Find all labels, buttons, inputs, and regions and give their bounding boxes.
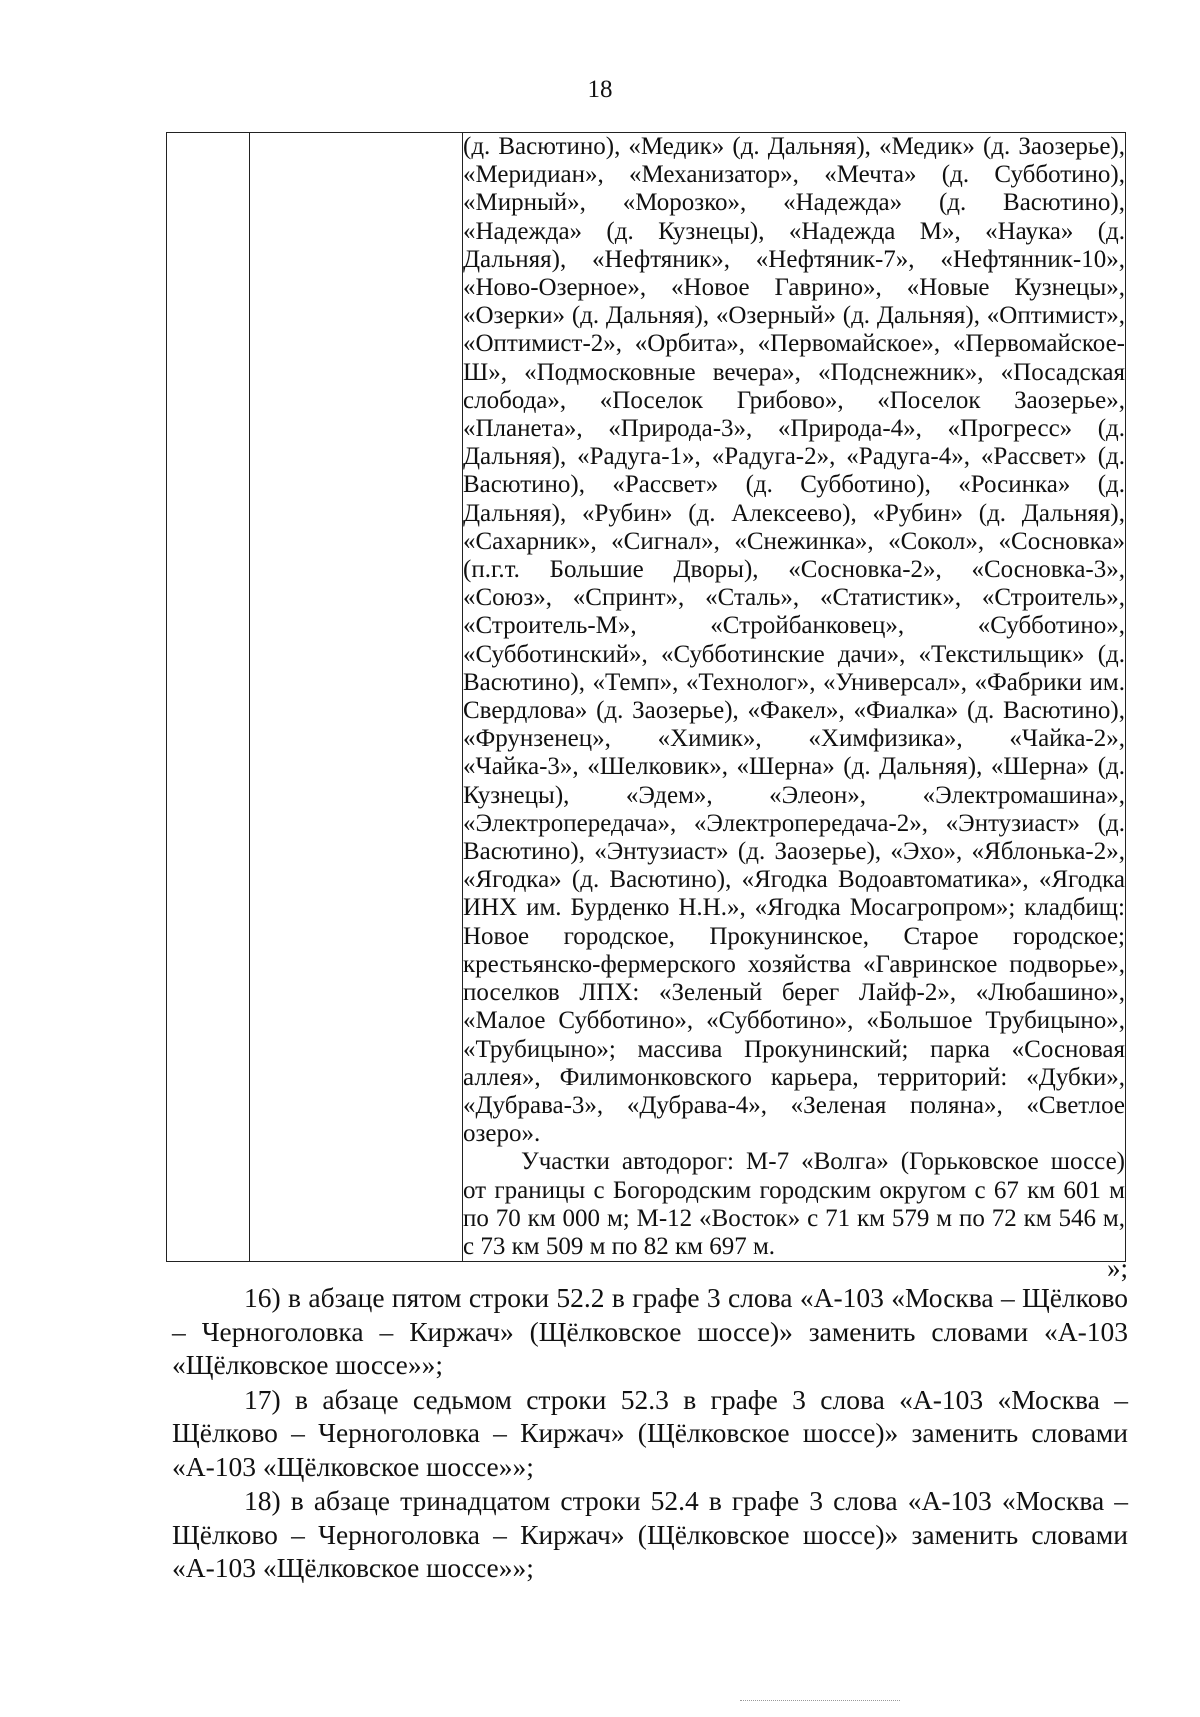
closing-quote: »; bbox=[1106, 1253, 1128, 1283]
continuation-table bbox=[166, 132, 1126, 1262]
table-cell-name bbox=[250, 133, 463, 1262]
amendment-item-16: 16) в абзаце пятом строки 52.2 в графе 3 слова «А-103 «Москва – Щёлково – Черноголовка – Киржач» (Щёлковское шоссе)» заменить словами «А-103 «Щёлковское шоссе»»; bbox=[172, 1282, 1128, 1380]
amendments-list bbox=[172, 1281, 1128, 1586]
cell-paragraph-objects: (д. Васютино), «Медик» (д. Дальняя), «Медик» (д. Заозерье), «Меридиан», «Механизатор», «Мечта» (д. Субботино), «Мирный», «Морозко», «Надежда» (д. Васютино), «Надежда» (д. Кузнецы), «Надежда М», «Наука» (д. Дальняя), «Нефтяник», «Нефтяник-7», «Нефтянник-10», «Ново-Озерное», «Новое Гаврино», «Новые Кузнецы», «Озерки» (д. Дальняя), «Озерный» (д. Дальняя), «Оптимист», «Оптимист-2», «Орбита», «Первомайское», «Первомайское-Ш», «Подмосковные вечера», «Подснежник», «Посадская слобода», «Поселок Грибово», «Поселок Заозерье», «Планета», «Природа-3», «Природа-4», «Прогресс» (д. Дальняя), «Радуга-1», «Радуга-2», «Радуга-4», «Рассвет» (д. Васютино), «Рассвет» (д. Субботино), «Росинка» (д. Дальняя), «Рубин» (д. Алексеево), «Рубин» (д. Дальняя), «Сахарник», «Сигнал», «Снежинка», «Сокол», «Сосновка» (п.г.т. Большие Дворы), «Сосновка-2», «Сосновка-3», «Союз», «Спринт», «Сталь», «Статистик», «Строитель», «Строитель-М», «Стройбанковец», «Субботино», «Субботинский», «Субботинские дачи», «Текстильщик» (д. Васютино), «Темп», «Технолог», «Универсал», «Фабрики им. Свердлова» (д. Заозерье), «Факел», «Фиалка» (д. Васютино), «Фрунзенец», «Химик», «Химфизика», «Чайка-2», «Чайка-3», «Шелковик», «Шерна» (д. Дальняя), «Шерна» (д. Кузнецы), «Эдем», «Элеон», «Электромашина», «Электропередача», «Электропередача-2», «Энтузиаст» (д. Васютино), «Энтузиаст» (д. Заозерье), «Эхо», «Яблонька-2», «Ягодка» (д. Васютино), «Ягодка Водоавтоматика», «Ягодка ИНХ им. Бурденко Н.Н.», «Ягодка Мосагропром»; кладбищ: Новое городское, Прокунинское, Старое городское; крестьянско-фермерского хозяйства «Гавринское подворье», поселков ЛПХ: «Зеленый берег Лайф-2», «Любашино», «Малое Субботино», «Субботино», «Большое Трубицыно», «Трубицыно»; массива Прокунинский; парка «Сосновая аллея», Филимонковского карьера, территорий: «Дубки», «Дубрава-3», «Дубрава-4», «Зеленая поляна», «Светлое озеро». bbox=[463, 133, 1125, 1148]
table-cell-number bbox=[167, 133, 250, 1262]
table-cell-description bbox=[463, 133, 1126, 1262]
amendment-item-17: 17) в абзаце седьмом строки 52.3 в графе 3 слова «А-103 «Москва – Щёлково – Черноголовка – Киржач» (Щёлковское шоссе)» заменить словами «А-103 «Щёлковское шоссе»»; bbox=[172, 1383, 1128, 1482]
scan-mark-divider bbox=[740, 1700, 900, 1701]
table-row bbox=[167, 133, 1126, 1262]
cell-paragraph-roads: Участки автодорог: М-7 «Волга» (Горьковское шоссе) от границы с Богородским городским округом с 67 км 601 м по 70 км 000 м; М-12 «Восток» с 71 км 579 м по 72 км 546 м, с 73 км 509 м по 82 км 697 м. bbox=[463, 1148, 1125, 1260]
amendment-item-18: 18) в абзаце тринадцатом строки 52.4 в графе 3 слова «А-103 «Москва – Щёлково – Черноголовка – Киржач» (Щёлковское шоссе)» заменить словами «А-103 «Щёлковское шоссе»»; bbox=[172, 1485, 1128, 1583]
page-number: 18 bbox=[587, 76, 613, 103]
